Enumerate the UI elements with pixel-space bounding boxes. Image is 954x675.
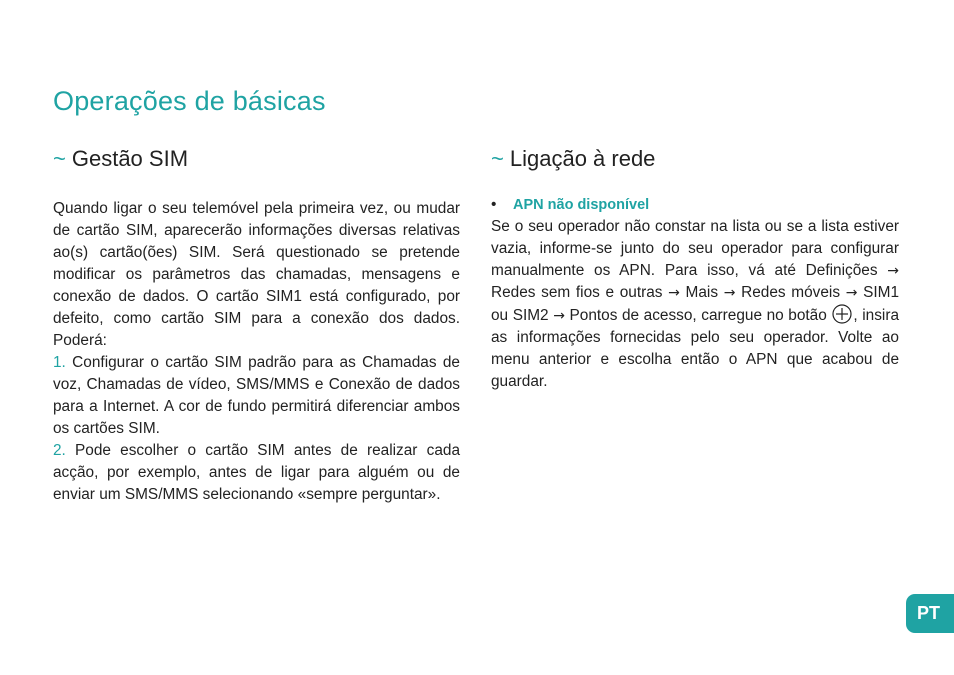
arrow-right-icon: → xyxy=(553,308,565,324)
sim-section-heading xyxy=(53,146,188,172)
sim-heading-text: Gestão SIM xyxy=(71,146,189,171)
arrow-right-icon: → xyxy=(723,285,736,301)
network-section-body xyxy=(491,194,899,393)
item-number: 1. xyxy=(53,354,66,371)
apn-step-4: Redes móveis xyxy=(735,284,846,301)
page-title: Operações de básicas xyxy=(53,86,326,116)
apn-step-3: Mais xyxy=(679,284,724,301)
item-text: Pode escolher o cartão SIM antes de realizar cada acção, por exemplo, antes de ligar para alguém ou de enviar um SMS/MMS selecionando «sempre perguntar». xyxy=(53,442,460,503)
network-section-heading xyxy=(491,146,655,172)
arrow-right-icon: → xyxy=(887,263,899,279)
network-heading-text: Ligação à rede xyxy=(509,146,656,171)
apn-bullet xyxy=(491,194,899,216)
apn-step-6: Pontos de acesso, carregue no botão xyxy=(564,307,832,324)
apn-step-5: SIM1 ou SIM2 xyxy=(491,284,900,324)
apn-paragraph xyxy=(491,216,899,393)
heading-tilde: ~ xyxy=(53,146,66,171)
item-number: 2. xyxy=(53,442,66,459)
bullet-dot: • xyxy=(491,196,497,213)
sim-intro-paragraph: Quando ligar o seu telemóvel pela primeira vez, ou mudar de cartão SIM, aparecerão informações diversas relativas ao(s) cartão(ões) SIM. Será questionado se pretende modificar os parâmetros das chamadas, mensagens e conexão de dados. O cartão SIM1 está configurado, por defeito, como cartão SIM para a conexão dos dados. Poderá: xyxy=(53,200,460,349)
arrow-right-icon: → xyxy=(845,285,858,301)
heading-tilde: ~ xyxy=(491,146,504,171)
add-circle-icon xyxy=(832,304,852,324)
arrow-right-icon: → xyxy=(668,285,680,301)
sim-item-2 xyxy=(53,440,460,506)
language-tab-pt: PT xyxy=(906,594,954,633)
apn-text-2: , insira as informações fornecidas pelo seu operador. Volte ao menu anterior e escolha então o APN que acabou de guardar. xyxy=(491,307,899,390)
apn-bullet-label: APN não disponível xyxy=(513,197,650,213)
apn-text-1: Se o seu operador não constar na lista ou se a lista estiver vazia, informe-se junto do seu operador para configurar manualmente os APN. Para isso, vá até Definições xyxy=(491,218,899,279)
apn-step-2: Redes sem fios e outras xyxy=(491,284,669,301)
sim-item-1 xyxy=(53,352,460,440)
sim-section-body xyxy=(53,198,460,506)
item-text: Configurar o cartão SIM padrão para as Chamadas de voz, Chamadas de vídeo, SMS/MMS e Conexão de dados para a Internet. A cor de fundo permitirá diferenciar ambos os cartões SIM. xyxy=(53,354,460,437)
